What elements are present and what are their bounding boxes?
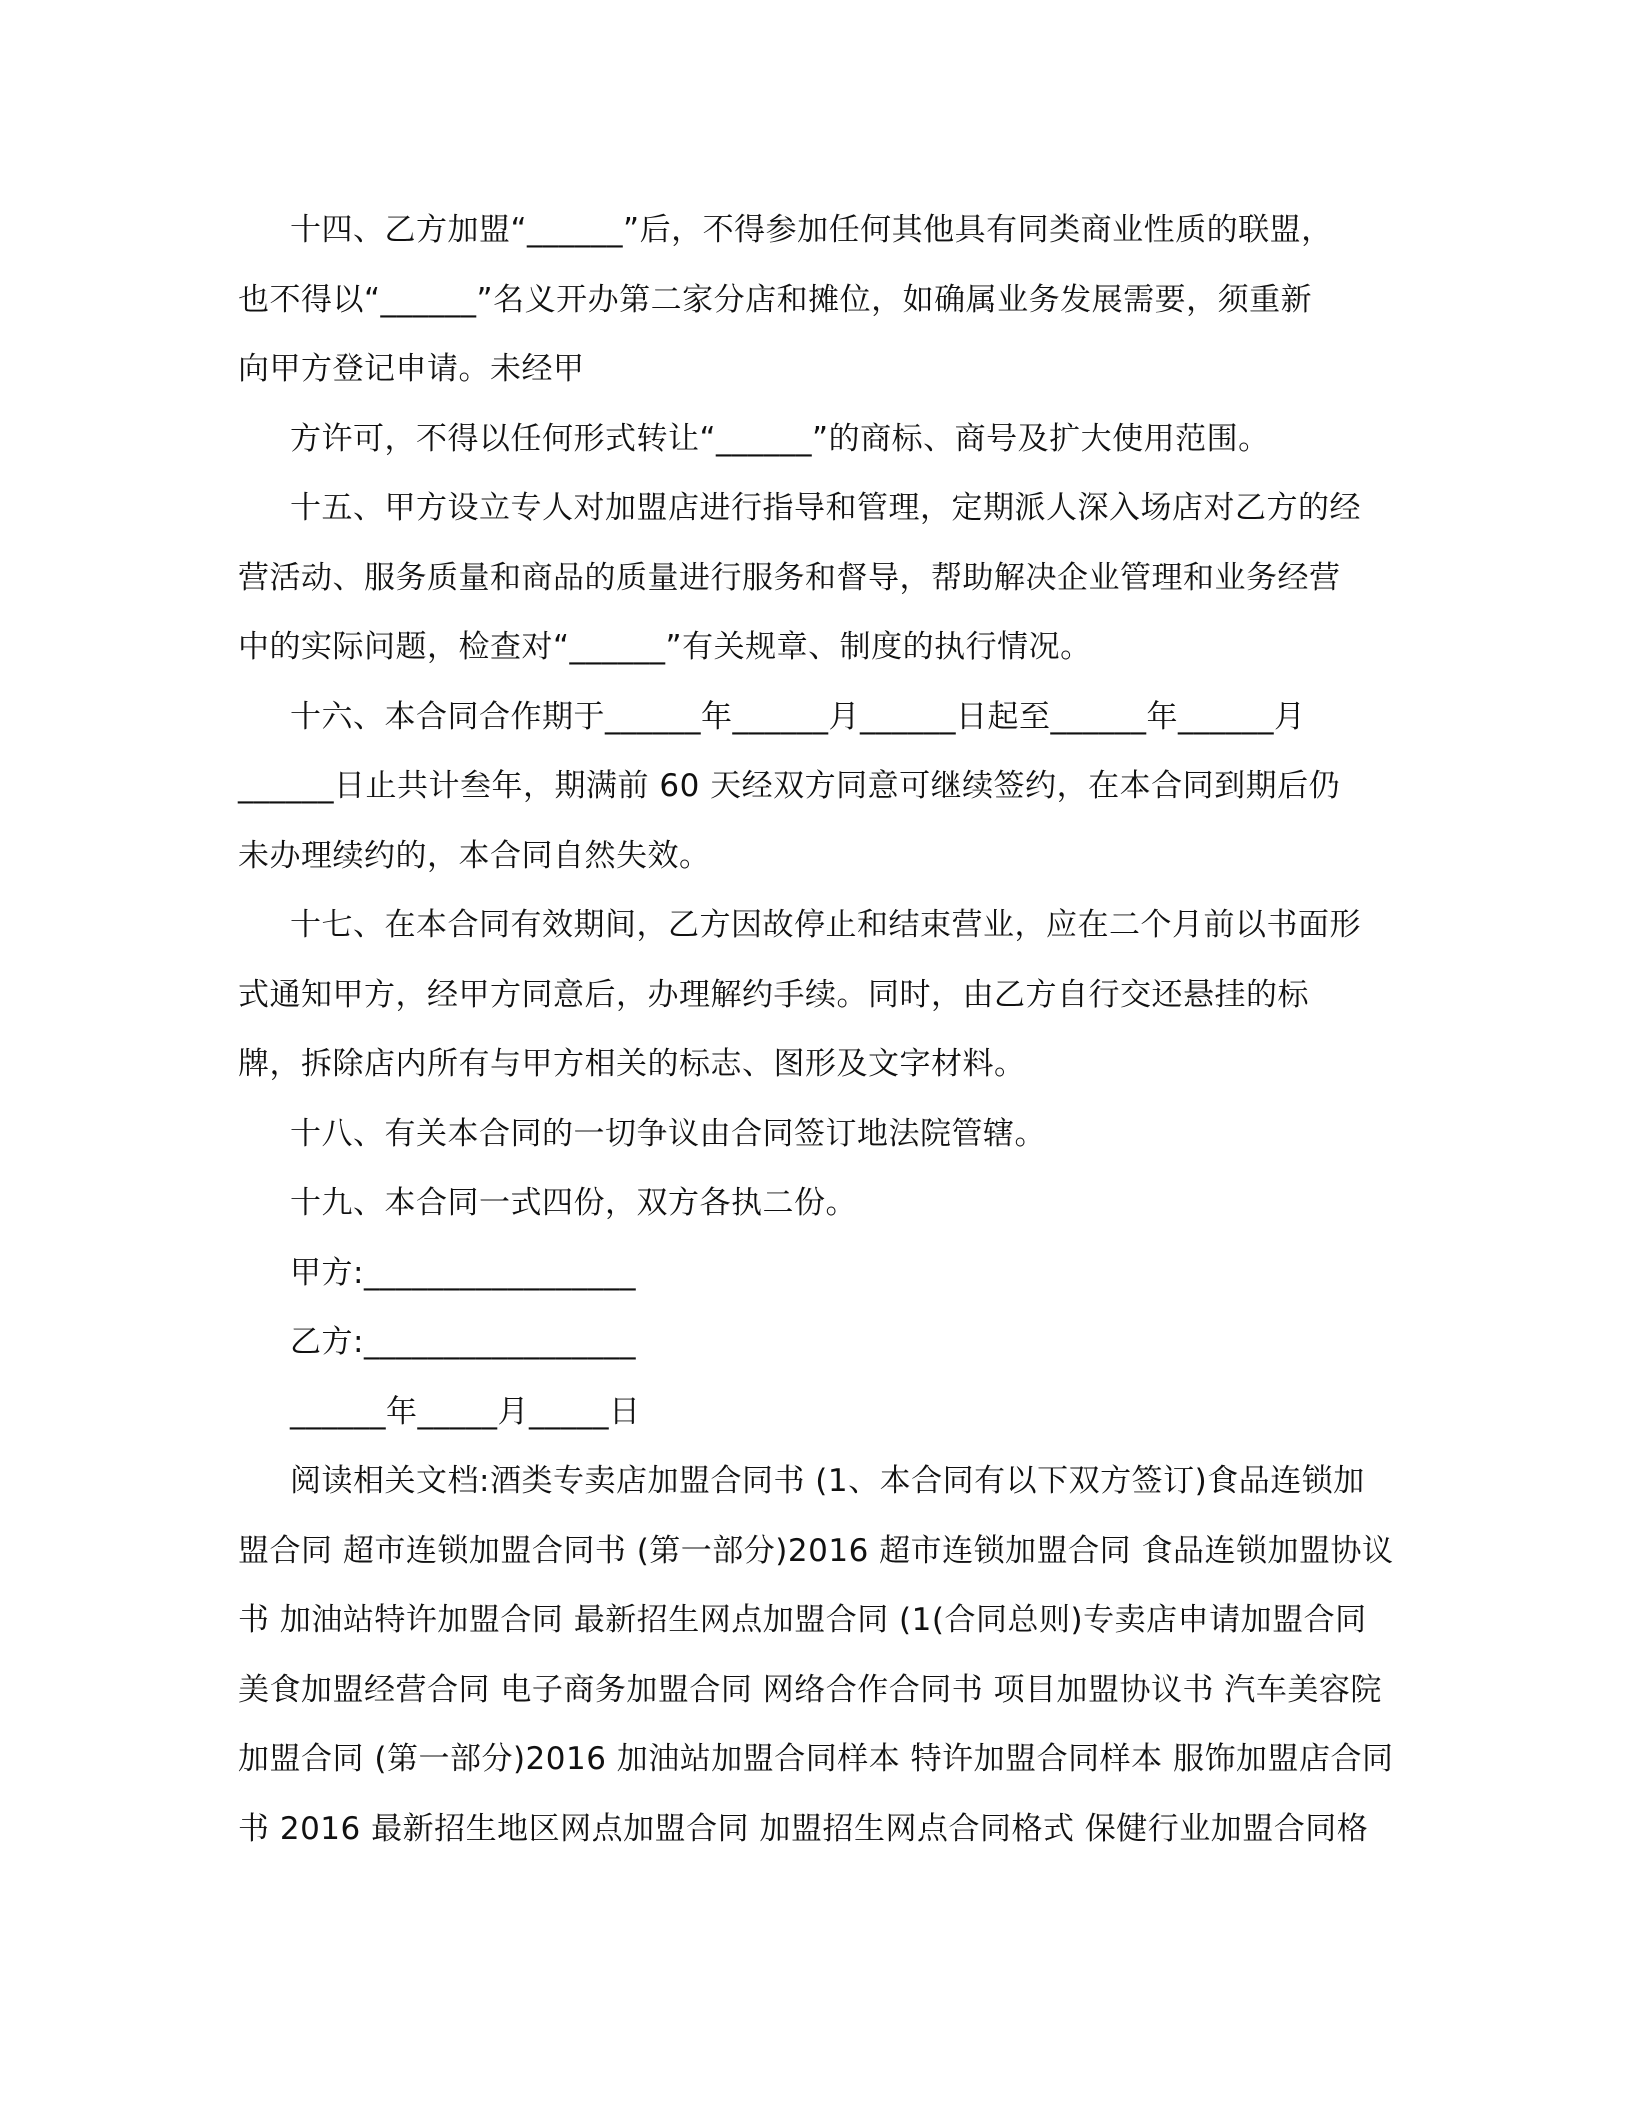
date-line: ______年_____月_____日 (290, 1393, 641, 1430)
party-a-signature-line: 甲方:_________________ (290, 1254, 636, 1291)
clause-16-line-2: ______日止共计叁年，期满前 60 天经双方同意可继续签约，在本合同到期后仍 (238, 768, 1341, 804)
party-b-signature-line: 乙方:_________________ (290, 1324, 636, 1360)
clause-14-line-3: 向甲方登记申请。未经甲 (238, 351, 585, 387)
clause-14-line-2: 也不得以“______”名义开办第二家分店和摊位，如确属业务发展需要，须重新 (238, 281, 1313, 318)
related-docs-line-2: 盟合同 超市连锁加盟合同书 (第一部分)2016 超市连锁加盟合同 食品连锁加盟协议 (238, 1532, 1394, 1569)
document-body (238, 196, 1394, 1864)
clause-15-line-3: 中的实际问题，检查对“______”有关规章、制度的执行情况。 (238, 629, 1092, 665)
clause-17-line-2: 式通知甲方，经甲方同意后，办理解约手续。同时，由乙方自行交还悬挂的标 (238, 976, 1309, 1013)
clause-14-line-4: 方许可，不得以任何形式转让“______”的商标、商号及扩大使用范围。 (290, 420, 1270, 457)
clause-18: 十八、有关本合同的一切争议由合同签订地法院管辖。 (290, 1115, 1046, 1152)
clause-17-line-3: 牌，拆除店内所有与甲方相关的标志、图形及文字材料。 (238, 1046, 1026, 1082)
related-docs-line-5: 加盟合同 (第一部分)2016 加油站加盟合同样本 特许加盟合同样本 服饰加盟店合同 (238, 1741, 1394, 1777)
related-docs-line-3: 书 加油站特许加盟合同 最新招生网点加盟合同 (1(合同总则)专卖店申请加盟合同 (238, 1602, 1367, 1638)
clause-17-line-1: 十七、在本合同有效期间，乙方因故停止和结束营业，应在二个月前以书面形 (290, 907, 1361, 943)
clause-16-line-3: 未办理续约的，本合同自然失效。 (238, 837, 711, 874)
clause-15-line-2: 营活动、服务质量和商品的质量进行服务和督导，帮助解决企业管理和业务经营 (238, 559, 1341, 596)
clause-14-line-1: 十四、乙方加盟“______”后，不得参加任何其他具有同类商业性质的联盟， (290, 212, 1333, 248)
related-docs-line-6: 书 2016 最新招生地区网点加盟合同 加盟招生网点合同格式 保健行业加盟合同格 (238, 1810, 1369, 1847)
clause-15-line-1: 十五、甲方设立专人对加盟店进行指导和管理，定期派人深入场店对乙方的经 (290, 490, 1361, 526)
clause-16-line-1: 十六、本合同合作期于______年______月______日起至______年______月 (290, 698, 1306, 735)
clause-19: 十九、本合同一式四份，双方各执二份。 (290, 1185, 857, 1221)
related-docs-line-1: 阅读相关文档:酒类专卖店加盟合同书 (1、本合同有以下双方签订)食品连锁加 (290, 1463, 1365, 1499)
related-docs-line-4: 美食加盟经营合同 电子商务加盟合同 网络合作合同书 项目加盟协议书 汽车美容院 (238, 1671, 1382, 1708)
